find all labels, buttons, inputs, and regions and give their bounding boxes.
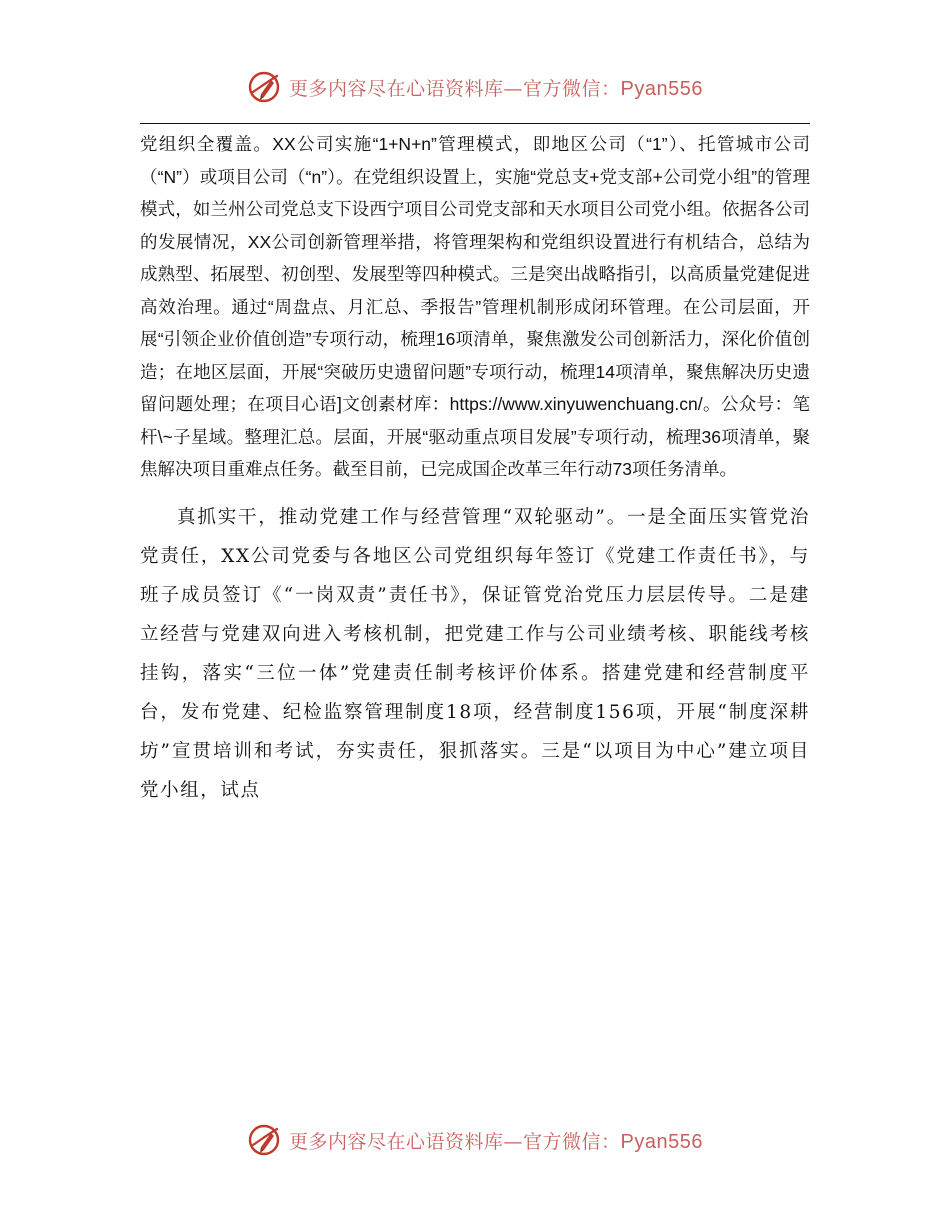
footer-banner [0,1123,950,1157]
footer-handle: Pyan556 [620,1130,703,1153]
pen-logo-icon [247,1123,281,1157]
header-handle: Pyan556 [620,77,703,100]
paragraph-1: 党组织全覆盖。XX公司实施“1+N+n”管理模式，即地区公司（“1”）、托管城市公司（“N”）或项目公司（“n”）。在党组织设置上，实施“党总支+党支部+公司党小组”的管理模式，如兰州公司党总支下设西宁项目公司党支部和天水项目公司党小组。依据各公司的发展情况，XX公司创新管理举措，将管理架构和党组织设置进行有机结合，总结为成熟型、拓展型、初创型、发展型等四种模式。三是突出战略指引，以高质量党建促进高效治理。通过“周盘点、月汇总、季报告”管理机制形成闭环管理。在公司层面，开展“引领企业价值创造”专项行动，梳理16项清单，聚焦激发公司创新活力，深化价值创造；在地区层面，开展“突破历史遗留问题”专项行动，梳理14项清单，聚焦解决历史遗留问题处理；在项目心语]文创素材库：https://www.xinyuwenchuang.cn/。公众号：笔杆\~子星域。整理汇总。层面，开展“驱动重点项目发展”专项行动，梳理36项清单，聚焦解决项目重难点任务。截至目前，已完成国企改革三年行动73项任务清单。 [140,134,810,479]
footer-banner-text [289,1127,703,1154]
header-banner [0,70,950,104]
header-banner-text [289,74,703,101]
header-banner-inner [247,70,703,104]
paragraph-2: 真抓实干，推动党建工作与经营管理“双轮驱动”。一是全面压实管党治党责任，XX公司党委与各地区公司党组织每年签订《党建工作责任书》，与班子成员签订《“一岗双责”责任书》，保证管党治党压力层层传导。二是建立经营与党建双向进入考核机制，把党建工作与公司业绩考核、职能线考核挂钩，落实“三位一体”党建责任制考核评价体系。搭建党建和经营制度平台，发布党建、纪检监察管理制度18项，经营制度156项，开展“制度深耕坊”宣贯培训和考试，夯实责任，狠抓落实。三是“以项目为中心”建立项目党小组，试点 [140,506,810,801]
pen-logo-icon [247,70,281,104]
document-body [140,128,810,810]
header-text: 更多内容尽在心语资料库—官方微信： [289,77,621,100]
footer-text: 更多内容尽在心语资料库—官方微信： [289,1130,621,1153]
footer-banner-inner [247,1123,703,1157]
header-divider [140,123,810,124]
